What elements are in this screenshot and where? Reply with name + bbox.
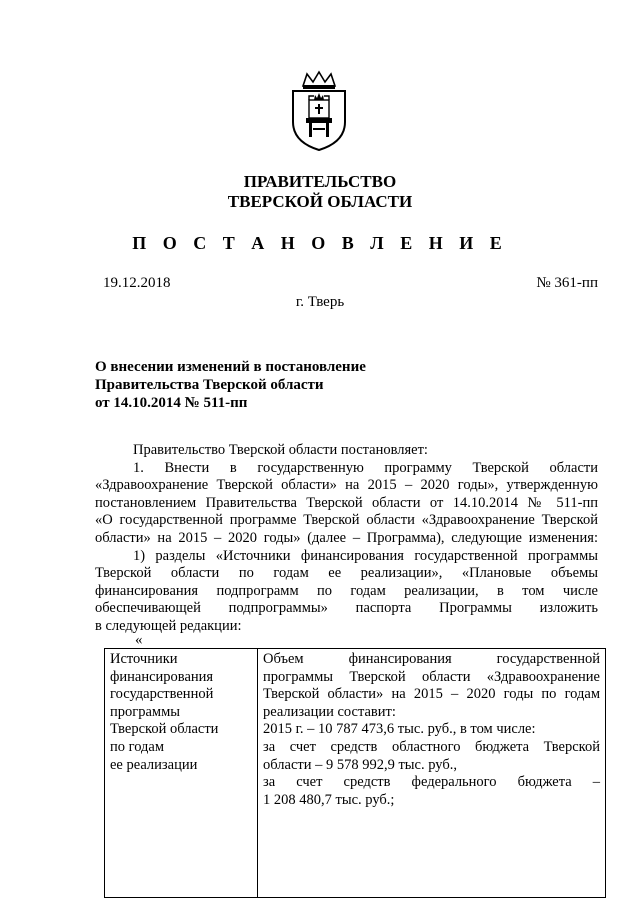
document-city: г. Тверь	[295, 294, 345, 310]
body-line: 1. Внести в государственную программу Тверской области	[133, 459, 598, 476]
opening-quote-mark: «	[135, 632, 143, 648]
body-line: обеспечивающей подпрограммы» паспорта Программы изложить	[95, 600, 598, 617]
organization-name-line1: ПРАВИТЕЛЬСТВО	[243, 172, 397, 191]
cell-line: программы	[110, 703, 180, 720]
body-line: «О государственной программе Тверской области «Здравоохранение Тверской	[95, 512, 598, 529]
subject-line: Правительства Тверской области	[95, 377, 324, 393]
cell-line: Тверской области» на 2015 – 2020 годы по годам	[263, 686, 600, 703]
cell-line: государственной	[110, 686, 214, 703]
subject-line: О внесении изменений в постановление	[95, 359, 366, 375]
body-line: «Здравоохранение Тверской области» на 2015 – 2020 годы», утвержденную	[95, 477, 598, 494]
document-body	[95, 442, 598, 636]
cell-line: за счет средств областного бюджета Тверской	[263, 738, 600, 755]
body-line: в следующей редакции:	[95, 617, 242, 634]
table-cell-source-label	[105, 649, 258, 898]
cell-line: Тверской области	[110, 721, 219, 738]
cell-line: области – 9 578 992,9 тыс. руб.,	[263, 756, 457, 773]
cell-line: программы Тверской области «Здравоохранение	[263, 668, 600, 685]
body-line: области» на 2015 – 2020 годы» (далее – Программа), следующие изменения:	[95, 529, 598, 546]
body-line: постановлением Правительства Тверской области от 14.10.2014 № 511-пп	[95, 494, 598, 511]
document-type-title: П О С Т А Н О В Л Е Н И Е	[132, 233, 508, 253]
cell-line: Объем финансирования государственной	[263, 651, 600, 667]
table-row	[105, 649, 606, 898]
body-line: Правительство Тверской области постановляет:	[133, 442, 428, 458]
table-cell-financing-text	[258, 649, 606, 898]
document-subject	[95, 358, 366, 412]
cell-line: ее реализации	[110, 756, 198, 773]
cell-line: 2015 г. – 10 787 473,6 тыс. руб., в том числе:	[263, 721, 536, 738]
body-line: финансирования подпрограмм по годам реализации, в том числе	[95, 582, 598, 599]
organization-name-line2: ТВЕРСКОЙ ОБЛАСТИ	[227, 192, 413, 211]
cell-line: за счет средств федерального бюджета –	[263, 774, 600, 791]
cell-line: 1 208 480,7 тыс. руб.;	[263, 791, 395, 808]
cell-line: Источники	[110, 651, 178, 667]
body-line: 1) разделы «Источники финансирования государственной программы	[133, 547, 598, 564]
body-line: Тверской области по годам ее реализации», «Плановые объемы	[95, 565, 598, 582]
subject-line: от 14.10.2014 № 511-пп	[95, 395, 248, 411]
document-number: № 361-пп	[536, 275, 598, 291]
cell-line: по годам	[110, 738, 165, 755]
cell-line: финансирования	[110, 668, 214, 685]
document-date: 19.12.2018	[103, 275, 171, 291]
program-passport-table	[104, 648, 606, 898]
cell-line: реализации составит:	[263, 703, 396, 720]
tver-coat-of-arms-icon	[287, 70, 351, 152]
